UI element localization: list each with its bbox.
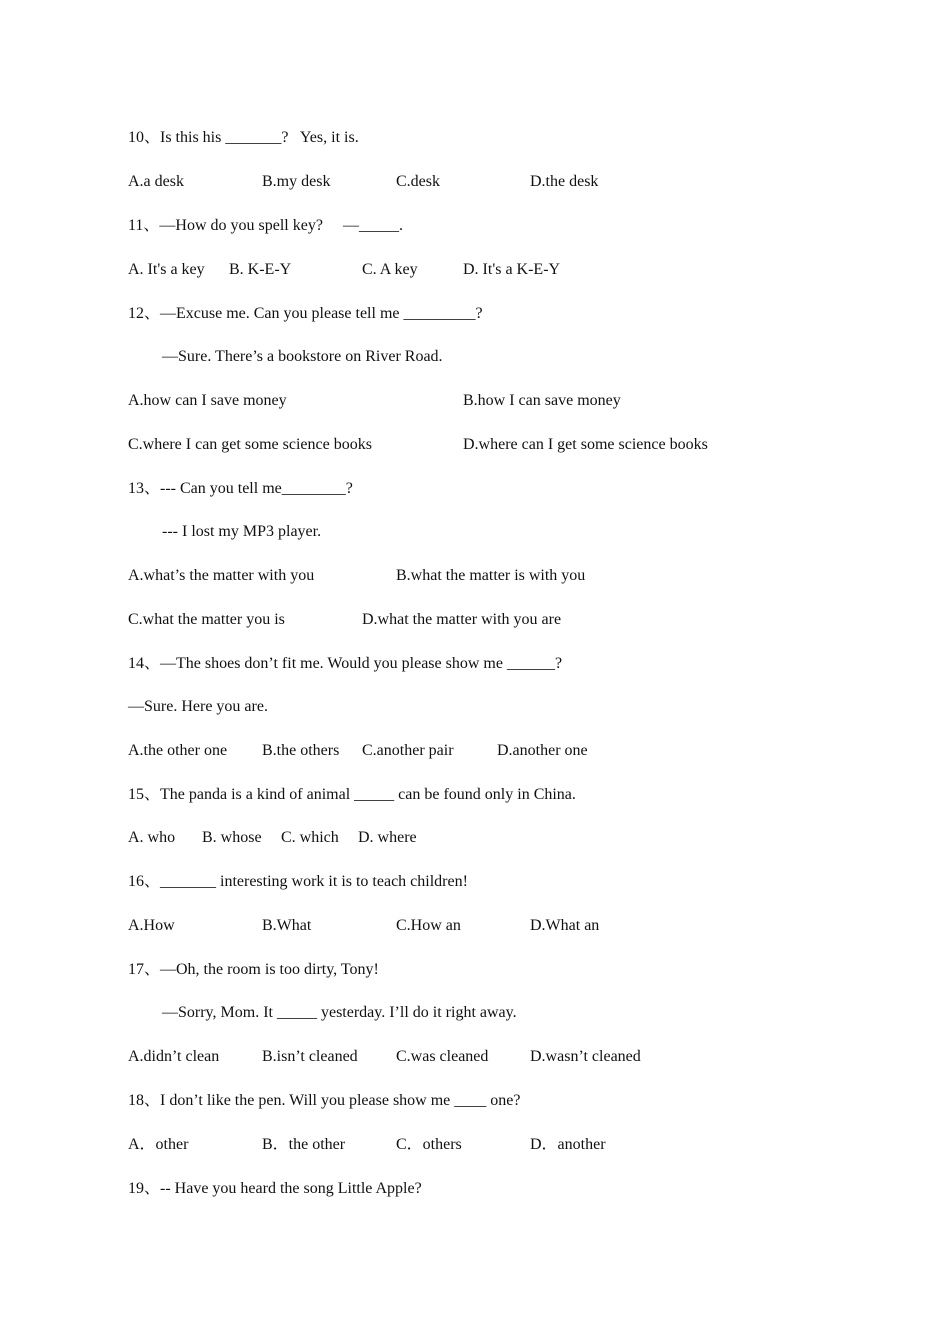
question-16-option-c: C.How an [396,917,461,934]
question-10-option-c: C.desk [396,173,440,190]
question-18-option-d: D．another [530,1136,606,1153]
question-13-option-a: A.what’s the matter with you [128,567,315,584]
question-15-option-a: A. who [128,829,176,846]
question-16-option-b: B.What [262,917,312,934]
question-18-stem: 18、I don’t like the pen. Will you please show me ____ one? [128,1092,521,1109]
question-14-reply: —Sure. Here you are. [128,698,268,715]
question-12-option-d: D.where can I get some science books [463,436,708,453]
question-19-stem: 19、-- Have you heard the song Little Apple? [128,1180,422,1197]
question-12-stem: 12、—Excuse me. Can you please tell me _________? [128,305,483,322]
question-11-stem: 11、—How do you spell key? —_____. [128,217,403,234]
question-16-option-d: D.What an [530,917,600,934]
question-13-reply: --- I lost my MP3 player. [162,523,322,540]
question-10-stem: 10、Is this his _______? Yes, it is. [128,129,359,146]
question-12-option-c: C.where I can get some science books [128,436,372,453]
question-15-option-d: D. where [358,829,417,846]
question-12-option-b: B.how I can save money [463,392,621,409]
question-15-option-b: B. whose [202,829,262,846]
question-13-option-b: B.what the matter is with you [396,567,586,584]
question-17-option-b: B.isn’t cleaned [262,1048,358,1065]
question-17-option-d: D.wasn’t cleaned [530,1048,641,1065]
question-10-option-b: B.my desk [262,173,331,190]
question-14-option-b: B.the others [262,742,340,759]
question-17-option-c: C.was cleaned [396,1048,489,1065]
question-11-option-a: A. It's a key [128,261,205,278]
question-13-option-d: D.what the matter with you are [362,611,562,628]
question-17-reply: —Sorry, Mom. It _____ yesterday. I’ll do it right away. [162,1004,517,1021]
question-11-option-b: B. K-E-Y [229,261,292,278]
question-16-stem: 16、_______ interesting work it is to teach children! [128,873,468,890]
question-17-stem: 17、—Oh, the room is too dirty, Tony! [128,961,379,978]
question-14-stem: 14、—The shoes don’t fit me. Would you please show me ______? [128,655,563,672]
question-10-option-d: D.the desk [530,173,599,190]
question-14-option-a: A.the other one [128,742,228,759]
question-15-stem: 15、The panda is a kind of animal _____ can be found only in China. [128,786,576,803]
question-18-option-b: B．the other [262,1136,346,1153]
question-13-option-c: C.what the matter you is [128,611,285,628]
question-14-option-d: D.another one [497,742,588,759]
question-16-option-a: A.How [128,917,175,934]
question-14-option-c: C.another pair [362,742,454,759]
question-10-option-a: A.a desk [128,173,184,190]
question-18-option-c: C．others [396,1136,462,1153]
question-17-option-a: A.didn’t clean [128,1048,220,1065]
question-11-option-c: C. A key [362,261,418,278]
question-13-stem: 13、--- Can you tell me________? [128,480,353,497]
question-18-option-a: A．other [128,1136,189,1153]
question-12-reply: —Sure. There’s a bookstore on River Road. [162,348,443,365]
question-12-option-a: A.how can I save money [128,392,287,409]
question-15-option-c: C. which [281,829,339,846]
question-11-option-d: D. It's a K-E-Y [463,261,561,278]
